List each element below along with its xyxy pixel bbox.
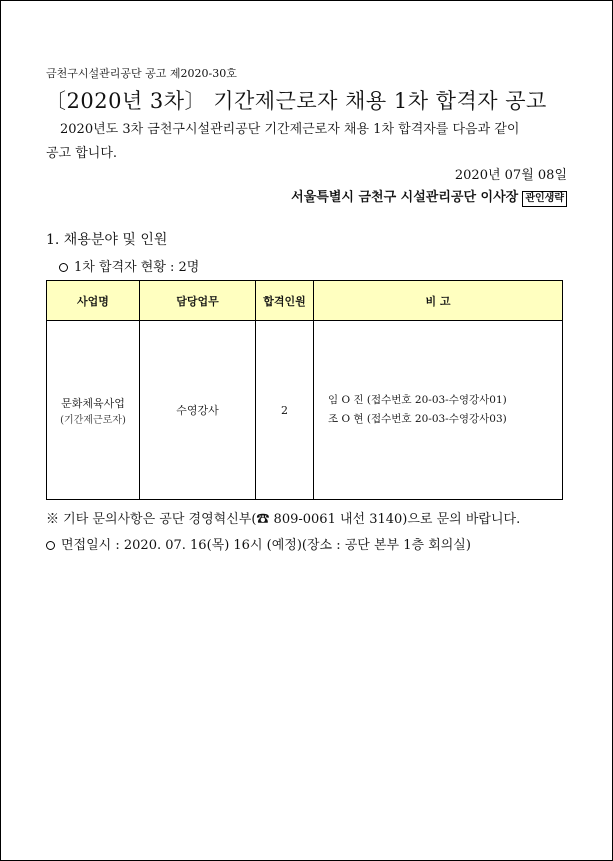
circle-bullet-icon (59, 263, 68, 272)
cell-count: 2 (256, 321, 314, 500)
candidate-entry: 임 O 진 (접수번호 20-03-수영강사01) (328, 394, 507, 406)
page-title: 〔2020년 3차〕 기간제근로자 채용 1차 합격자 공고 (45, 89, 547, 113)
business-name: 문화체육사업 (61, 396, 125, 410)
column-header-duty: 담당업무 (140, 281, 256, 321)
results-table (46, 280, 563, 500)
section-heading: 1. 채용분야 및 인원 (46, 232, 168, 248)
column-header-business: 사업명 (47, 281, 140, 321)
cell-notes (314, 321, 563, 500)
issuer-name: 서울특별시 금천구 시설관리공단 이사장 (291, 190, 519, 205)
issuer-line (291, 186, 567, 207)
table-row (47, 321, 563, 500)
table-header-row (47, 281, 563, 321)
announcement-date: 2020년 07월 08일 (454, 168, 567, 183)
interview-schedule (46, 534, 471, 553)
official-seal-omitted-stamp: 관인생략 (522, 191, 567, 207)
column-header-notes: 비 고 (314, 281, 563, 321)
interview-text: 면접일시 : 2020. 07. 16(목) 16시 (예정)(장소 : 공단 본부 1층 회의실) (61, 538, 471, 553)
circle-bullet-icon (46, 541, 55, 550)
subheading-text: 1차 합격자 현황 : 2명 (74, 260, 200, 275)
cell-business (47, 321, 140, 500)
intro-line-1: 2020년도 3차 금천구시설관리공단 기간제근로자 채용 1차 합격자를 다음과 같이 (60, 122, 520, 137)
business-type: (기간제근로자) (60, 414, 126, 426)
cell-duty: 수영강사 (140, 321, 256, 500)
intro-line-2: 공고 합니다. (46, 146, 118, 161)
section-subheading (59, 256, 199, 275)
inquiry-note: ※ 기타 문의사항은 공단 경영혁신부(☎ 809-0061 내선 3140)으로 문의 바랍니다. (46, 512, 521, 527)
notice-number: 금천구시설관리공단 공고 제2020-30호 (46, 67, 237, 80)
candidate-entry: 조 O 현 (접수번호 20-03-수영강사03) (328, 413, 507, 425)
column-header-count: 합격인원 (256, 281, 314, 321)
